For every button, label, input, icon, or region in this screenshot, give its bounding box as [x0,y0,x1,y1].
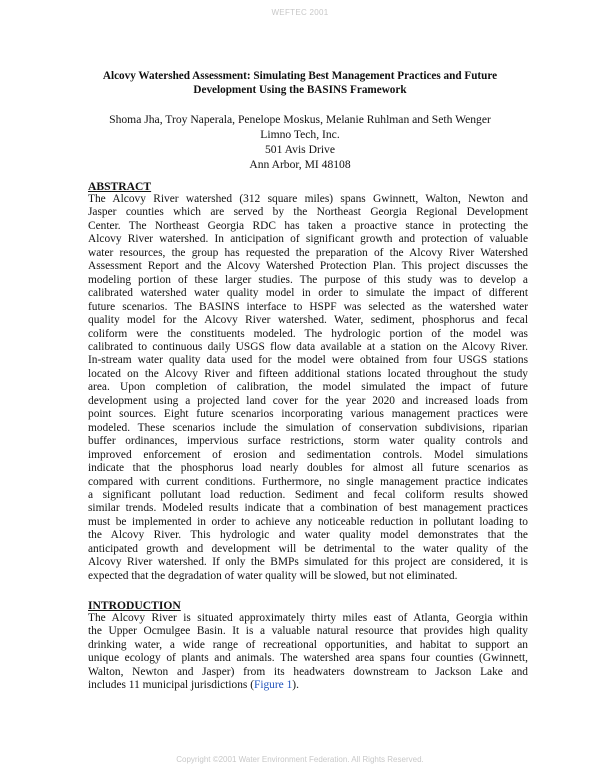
text-line: Center. The Northeast Georgia RDC has taken a proactive stance in protecting the [88,219,528,232]
text-line: modeling portion of these larger studies. The purpose of this study was to develop a [88,273,528,286]
text-line: future scenarios. The BASINS interface to HSPF was selected as the watershed water [88,300,528,313]
text-line: Assessment Report and the Alcovy Watershed Protection Plan. This project discusses the [88,260,528,273]
introduction-last-line [88,679,528,692]
text-line: The Alcovy River is situated approximately thirty miles east of Atlanta, Georgia within [88,612,528,624]
text-line: drinking water, a wide range of recreational opportunities, and habitat to support an [88,638,528,651]
address-street: 501 Avis Drive [265,143,335,156]
title-line: Alcovy Watershed Assessment: Simulating Best Management Practices and Future [102,70,498,82]
author-block [40,112,560,172]
text-line: water resources, the group has requested the preparation of the Alcovy River Watershed [88,246,528,259]
text-line: Walton, Newton and Jasper) from its headwaters downstream to Jackson Lake and [88,665,528,678]
text-line: must be implemented in order to achieve any noticeable reduction in pollutant loading to [88,515,528,528]
conference-header: WEFTEC 2001 [271,8,329,17]
text-line: Alcovy River watershed. If only the BMPs simulated for this project are considered, it is [88,556,528,569]
line-text: ). [292,679,299,692]
text-line: calibrated to continuous daily USGS flow data available at a station on the Alcovy River. [88,340,528,353]
affiliation: Limno Tech, Inc. [260,128,340,141]
text-line: located on the Alcovy River and fifteen additional stations located throughout the study [88,367,528,380]
abstract-heading: ABSTRACT [88,180,152,193]
introduction-heading: INTRODUCTION [88,599,181,612]
introduction-section [88,599,528,693]
copyright-footer: Copyright ©2001 Water Environment Federation. All Rights Reserved. [176,755,424,764]
text-line: Alcovy River watershed. In anticipation of significant growth and protection of valuable [88,233,528,246]
line-text: includes 11 municipal jurisdictions ( [88,679,254,692]
text-line: modeled. These scenarios include the simulation of conservation subdivisions, riparian [88,421,528,434]
text-line: point sources. Eight future scenarios incorporating various management practices were [88,408,528,421]
title-line: Development Using the BASINS Framework [193,84,407,96]
paper-title [60,69,540,97]
text-line: The Alcovy River watershed (312 square miles) spans Gwinnett, Walton, Newton and [88,193,528,205]
text-line: quality model for the Alcovy River watershed. Water, sediment, phosphorus and fecal [88,314,528,327]
text-line: expected that the degradation of water quality will be slowed, but not eliminated. [88,569,458,582]
text-line: similar trends. Modeled results indicate that a combination of best management practices [88,502,528,515]
text-line: indicate that the phosphorus load nearly doubles for almost all future scenarios as [88,462,528,475]
authors-names: Shoma Jha, Troy Naperala, Penelope Moskus, Melanie Ruhlman and Seth Wenger [109,113,491,126]
text-line: In-stream water quality data used for the model were obtained from four USGS stations [88,354,528,367]
text-line: buffer ordinances, impervious surface restrictions, storm water quality controls and [88,435,528,448]
address-city: Ann Arbor, MI 48108 [249,158,351,171]
text-line: area. Upon completion of calibration, the model simulated the impact of future [88,381,528,394]
text-line: Jasper counties which are served by the Northeast Georgia Regional Development [88,206,528,219]
figure-1-link[interactable]: Figure 1 [253,679,293,692]
introduction-body [88,612,528,679]
text-line: a significant pollutant load reduction. Sediment and fecal coliform results showed [88,488,528,501]
text-line: the Upper Ocmulgee Basin. It is a valuable natural resource that provides high quality [88,625,528,638]
text-line: unique ecology of plants and animals. The watershed area spans four counties (Gwinnett, [88,652,528,665]
text-line: improved enforcement of erosion and sedimentation controls. Model simulations [88,448,528,461]
abstract-section [88,180,528,583]
text-line: the Alcovy River. This hydrologic and water quality model demonstrates that the [88,529,528,542]
text-line: development using a projected land cover for the year 2020 and increased loads from [88,394,528,407]
text-line: coliform were the constituents modeled. The hydrologic portion of the model was [88,327,528,340]
abstract-body [88,193,528,583]
text-line: calibrated watershed water quality model in order to simulate the impact of different [88,287,528,300]
text-line: compared with current conditions. Furthermore, no single management practice indicates [88,475,528,488]
text-line: anticipated growth and development will be detrimental to the water quality of the [88,542,528,555]
